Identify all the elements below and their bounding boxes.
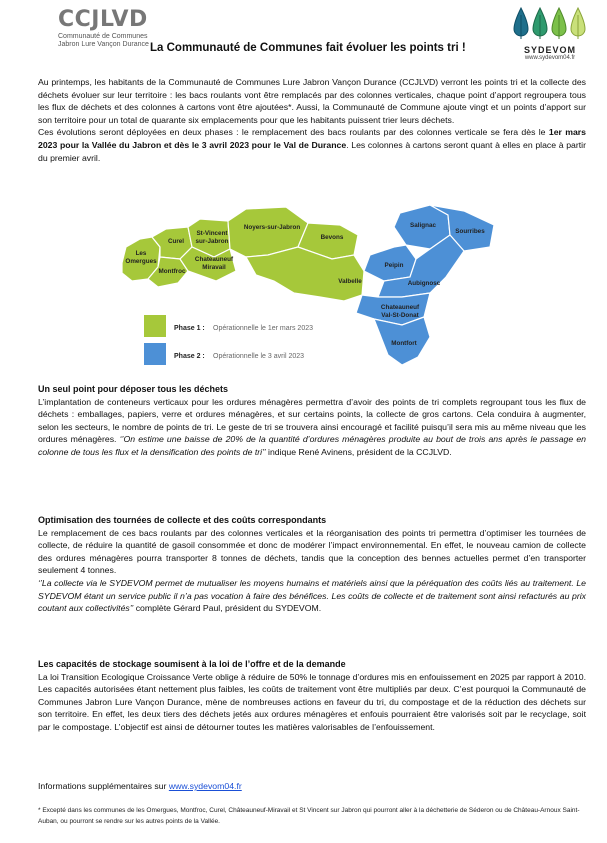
section3-title: Les capacités de stockage soumisent à la loi de l’offre et de la demande (38, 659, 346, 669)
sydevom-logo-url: www.sydevom04.fr (524, 55, 576, 61)
sydevom-logo (510, 6, 590, 61)
more-info-text: Informations supplémentaires sur (38, 781, 169, 791)
map-label-bevons: Bevons (320, 234, 344, 241)
intro-p2-end: . Les colonnes à cartons seront quant à elles en place à partir du premier avril. (38, 139, 586, 163)
phase1-area (122, 207, 364, 301)
legend-swatch-phase2 (144, 343, 166, 365)
map-label-aubignosc: Aubignosc (407, 280, 441, 287)
map-label-omergues-2: Omergues (125, 258, 157, 265)
section2-body: Le remplacement de ces bacs roulants par des colonnes verticales et la réorganisation des points tri permettra d’optimiser les tournées de collecte, de réduire la quantité de gasoil consommée et donc de modérer l’impact environnemental. En effet, le nouveau camion de collecte des ordures ménagères pourra transporter 8 tonnes de déchets, tandis que la conception des bennes actuelles permet d’en transporter seulement 4 tonnes. (38, 527, 586, 576)
map-label-curel: Curel (167, 238, 185, 245)
ccjlvd-logo (58, 8, 150, 49)
section1-text: L’implantation de conteneurs verticaux pour les ordures ménagères permettra d’avoir des points de tri complets regroupant tous les flux de déchets : emballages, papiers, verre et ordures ménagères, et sur certains points, la collecte de gros cartons. Cela conduira à augmenter, selon les secteurs, le nombre de points de tri. Le geste de tri se trouvera ainsi encouragé et facilité puisqu’il sera mis au même niveau que les ordures ménagères. (38, 396, 586, 445)
section1-quote: ‘’On estime une baisse de 20% de la quantité d’ordures ménagères produite au bout de trois ans après le passage en colonne de tous les flux et la densification des points de tri’’ (38, 434, 586, 457)
map-label-omergues-1: Les (135, 250, 147, 257)
intro (38, 76, 586, 164)
map-label-chateauneuf-m-1: Chateauneuf (194, 256, 234, 263)
territory-map (118, 197, 500, 377)
sydevom-link[interactable]: www.sydevom04.fr (168, 781, 242, 791)
map-label-montfort: Montfort (391, 340, 417, 347)
map-label-noyers: Noyers-sur-Jabron (243, 224, 301, 231)
footnote: * Excepté dans les communes de les Omergues, Montfroc, Curel, Châteauneuf-Miravail et St Vincent sur Jabron qui pourront aller à la déchetterie de Séderon ou de Château-Arnoux Saint-Auban, ou pourront se rendre sur les autres points de la Vallée. (38, 807, 580, 825)
section2-quote-block (38, 577, 586, 615)
drops-icon (512, 6, 588, 40)
section1-body (38, 396, 586, 459)
header (0, 0, 607, 72)
legend-phase1-label: Phase 1 : (174, 325, 205, 332)
map-label-montfroc: Montfroc (158, 268, 186, 275)
legend-phase2-text: Opérationnelle le 3 avril 2023 (213, 353, 305, 360)
map-label-chateauneuf-m-2: Miravail (202, 264, 226, 271)
map-label-valbelle: Valbelle (338, 278, 362, 285)
ccjlvd-logo-sub2: Jabron Lure Vançon Durance (58, 41, 149, 48)
legend-swatch-phase1 (144, 315, 166, 337)
section-optimisation (38, 514, 586, 615)
intro-paragraph-2 (38, 126, 586, 164)
ccjlvd-logo-title: CCJLVD (58, 7, 148, 32)
section2-attribution: complète Gérard Paul, président du SYDEVOM. (133, 603, 322, 614)
map-label-sourribes: Sourribes (455, 228, 485, 235)
section1-attribution: indique René Avinens, président de la CCJLVD. (265, 446, 452, 457)
intro-paragraph-1: Au printemps, les habitants de la Communauté de Communes Lure Jabron Vançon Durance (CCJLVD) verront les points tri et la collecte des déchets évoluer sur leur territoire : les bacs roulants vont être remplacés par des colonnes verticales, chaque point d’apport regroupera tous les flux de déchets et des colonnes à cartons vont être ajoutées*. Aussi, la Communauté de Commune ajoute vingt et un points d’apport sur son territoire pour un total de quarante six emplacements pour que les habitants puissent trier leurs déchets. (38, 77, 586, 125)
map-label-peipin: Peipin (384, 262, 404, 269)
legend-phase2-label: Phase 2 : (174, 353, 205, 360)
section3-body: La loi Transition Ecologique Croissance Verte oblige à réduire de 50% le tonnage d’ordures mis en enfouissement en 2025 par rapport à 2010. Les capacités autorisées étant nettement plus faibles, les coûts de traitement vont être multipliés par deux. C’est pourquoi la Communauté de Communes Jabron Lure Vançon Durance, mène de nombreuses actions en faveur du tri, du compostage et de la réduction des déchets sur son territoire. En effet, les deux tiers des déchets jetés aux ordures ménagères et enfouis pourraient être valorisés soit par le recyclage, soit par le compostage. L’objectif est ainsi de détourner toutes les matières valorisables de l’enfouissement. (38, 671, 586, 732)
legend-phase1-text: Opérationnelle le 1er mars 2023 (213, 325, 314, 332)
intro-p2-dates: 1er mars 2023 pour la Vallée du Jabron et dès le 3 avril 2023 pour le Val de Durance (38, 127, 587, 150)
section-storage (38, 658, 586, 734)
more-info (38, 780, 586, 793)
map-label-chateauneuf-vsd-2: Val-St-Donat (381, 312, 419, 319)
map-label-salignac: Salignac (410, 222, 436, 229)
section-single-point (38, 383, 586, 459)
section2-title: Optimisation des tournées de collecte et des coûts correspondants (38, 515, 327, 525)
section2-quote: ‘’La collecte via le SYDEVOM permet de mutualiser les moyens humains et matériels ainsi que la péréquation des coûts liés au traitement. Le SYDEVOM étant un service public il n’a pas vocation à faire des bénéfices. Les coûts de collecte et de traitement sont ainsi refacturés au prix coutant aux collectivités’’ (38, 577, 586, 614)
section1-title: Un seul point pour déposer tous les déchets (38, 384, 229, 394)
map-label-stvincent-1: St-Vincent (196, 230, 228, 237)
map-label-stvincent-2: sur-Jabron (195, 238, 229, 245)
ccjlvd-logo-sub1: Communauté de Communes (58, 33, 148, 40)
intro-p2-start: Ces évolutions seront déployées en deux phases : le remplacement des bacs roulants par des colonnes verticale se fera dès le (38, 127, 549, 138)
ccjlvd-logo-subtitle (58, 33, 150, 49)
sydevom-logo-name: SYDEVOM (523, 45, 576, 55)
map-label-chateauneuf-vsd-1: Chateauneuf (380, 304, 420, 311)
page-title: La Communauté de Communes fait évoluer les points tri ! (150, 42, 466, 54)
